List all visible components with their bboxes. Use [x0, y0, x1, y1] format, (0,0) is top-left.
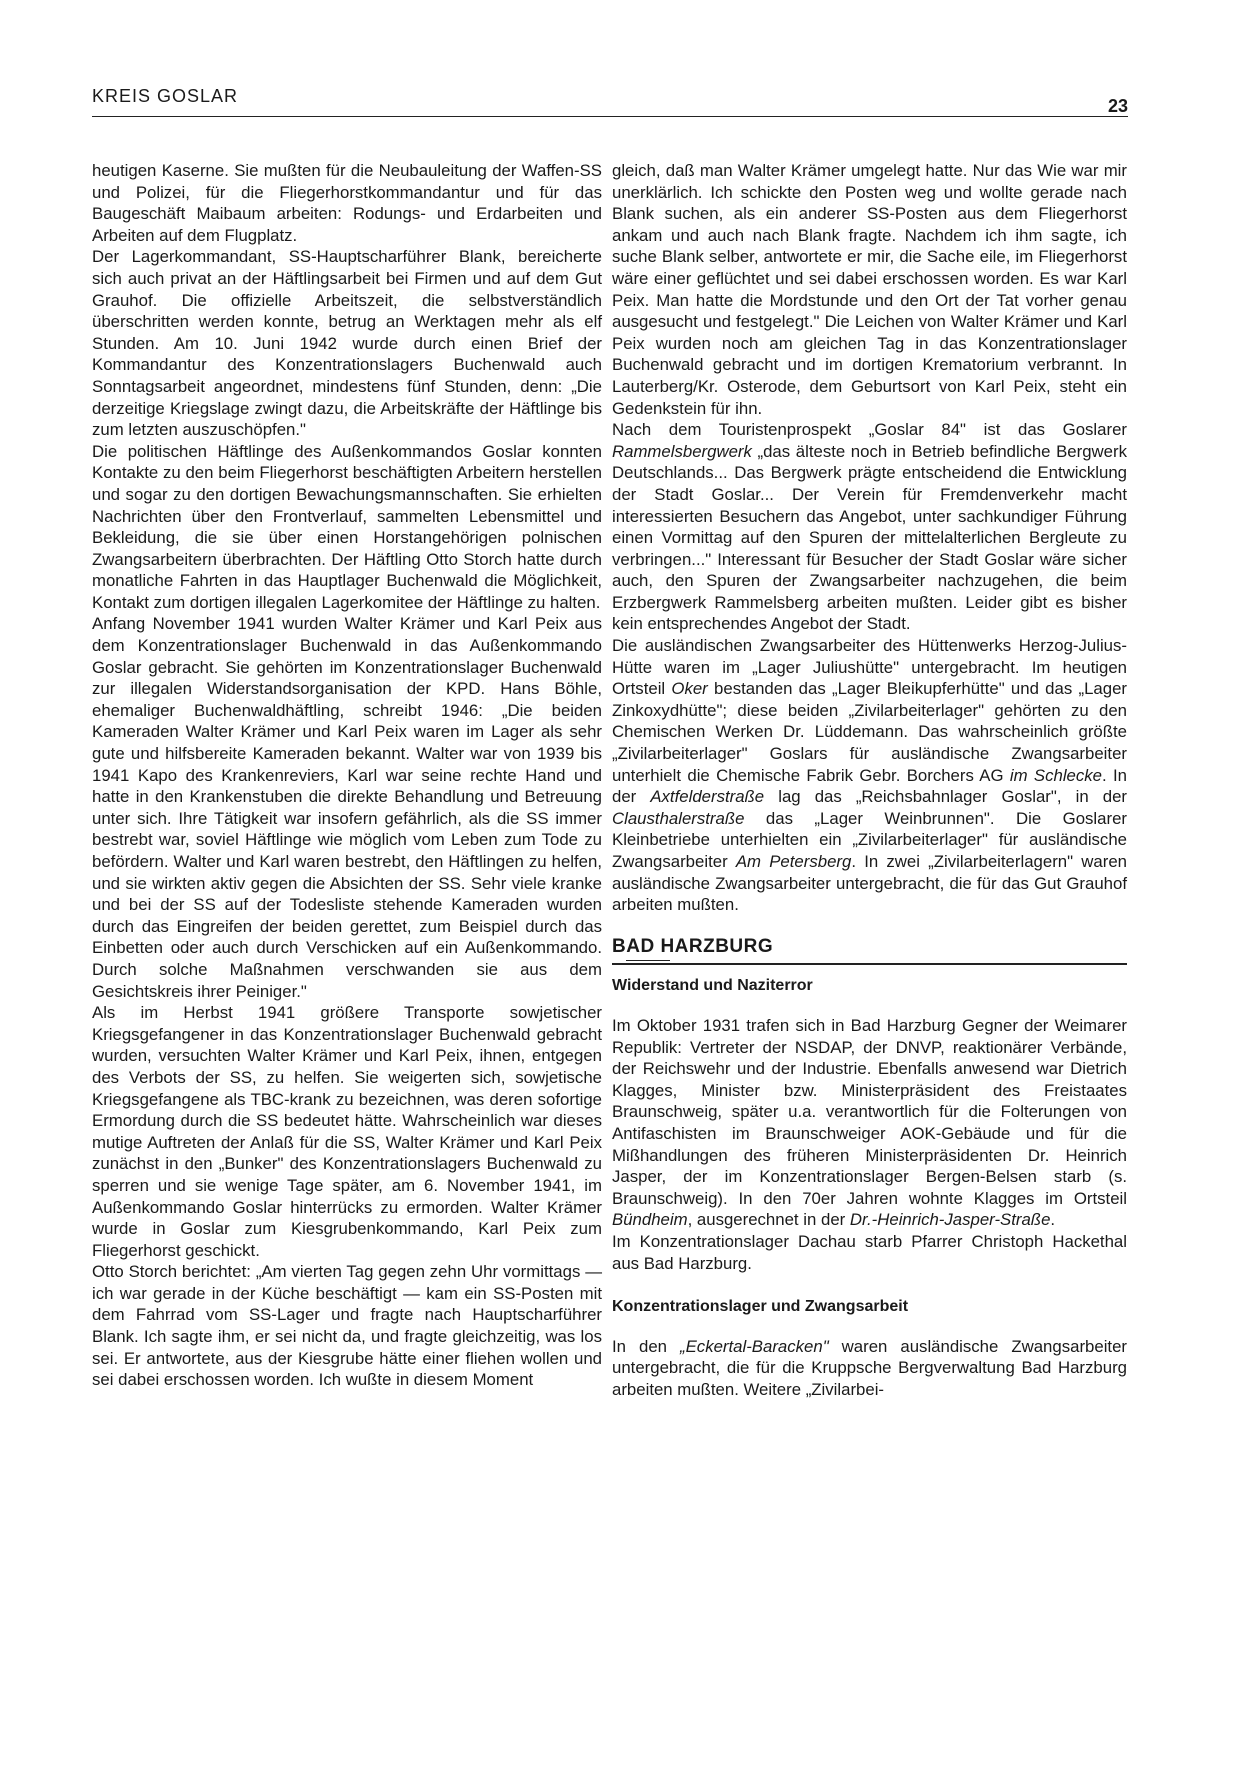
page-number: 23	[1107, 96, 1128, 116]
paragraph: Der Lagerkommandant, SS-Hauptscharführer Blank, bereicherte sich auch privat an der Häftlingsarbeit bei Firmen und auf dem Gut Grauhof. Die offizielle Arbeitszeit, die selbstverständlich überschritten werden konnte, betrug an Werktagen mehr als elf Stunden. Am 10. Juni 1942 wurde durch einen Brief der Kommandantur des Konzentrationslagers Buchenwald auch Sonntagsarbeit angeordnet, mindestens fünf Stunden, denn: „Die derzeitige Kriegslage zwingt dazu, die Arbeitskräfte der Häftlinge bis zum letzten auszuschöpfen."	[92, 247, 602, 440]
paragraph: heutigen Kaserne. Sie mußten für die Neubauleitung der Waffen-SS und Polizei, für die Fliegerhorstkommandantur und für das Baugeschäft Maibaum arbeiten: Rodungs- und Erdarbeiten und Arbeiten auf dem Flugplatz.	[92, 161, 602, 245]
text-run: „das älteste noch in Betrieb befindliche Bergwerk Deutschlands... Das Bergwerk prägte entscheidend die Entwicklung der Stadt Goslar... Der Verein für Fremdenverkehr macht interessierten Besuchern das Angebot, unter sachkundiger Führung einen Vormittag auf den Spuren der mittelalterlichen Bergleute zu verbringen..." Interessant für Besucher der Stadt Goslar wäre sicher auch, den Spuren der Zwangsarbeiter nachzugehen, die beim Erzbergwerk Rammelsberg arbeiten mußten. Leider gibt es bisher kein entsprechendes Angebot der Stadt.	[612, 441, 1127, 634]
place-name: Rammelsbergwerk	[612, 441, 752, 461]
paragraph	[612, 1015, 1127, 1231]
paragraph: Anfang November 1941 wurden Walter Krämer und Karl Peix aus dem Konzentrationslager Buchenwald in das Außenkommando Goslar gebracht. Sie gehörten im Konzentrationslager Buchenwald zur illegalen Widerstandsorganisation der KPD. Hans Böhle, ehemaliger Buchenwaldhäftling, schreibt 1946: „Die beiden Kameraden Walter Krämer und Karl Peix waren im Lager als sehr gute und hilfsbereite Kameraden bekannt. Walter war von 1939 bis 1941 Kapo des Krankenreviers, Karl war seine rechte Hand und hatte in den Krankenstuben die direkte Behandlung und Betreuung unter sich. Ihre Tätigkeit war insofern gefährlich, als die SS immer bestrebt war, soviel Häftlinge wie möglich vom Leben zum Tode zu befördern. Walter und Karl waren bestrebt, den Häftlingen zu helfen, und sie wirkten aktiv gegen die Absichten der SS. Sehr viele kranke und bei der SS auf der Todesliste stehende Kameraden wurden durch das Eingreifen der beiden gerettet, zum Beispiel durch das Einbetten oder auch durch Verschicken auf ein Außenkommando. Durch solche Maßnahmen verschwanden sie aus dem Gesichtskreis ihrer Peiniger."	[92, 614, 602, 1001]
paragraph	[612, 1336, 1127, 1401]
place-name: Axtfelderstraße	[650, 787, 765, 807]
paragraph: gleich, daß man Walter Krämer umgelegt hatte. Nur das Wie war mir unerklärlich. Ich schickte den Posten weg und wollte gerade nach Blank suchen, als ein anderer SS-Posten aus dem Fliegerhorst ankam und auch nach Blank fragte. Nachdem ich ihm sagte, ich suche Blank selber, antwortete er mir, die Sache eile, im Fliegerhorst wäre einer geflüchtet und sei dabei erschossen worden. Es war Karl Peix. Man hatte die Mordstunde und den Ort der Tat vorher genau ausgesucht und festgelegt." Die Leichen von Walter Krämer und Karl Peix wurden noch am gleichen Tag in das Konzentrationslager Buchenwald gebracht und im dortigen Krematorium verbrannt. In Lauterberg/Kr. Osterode, dem Geburtsort von Karl Peix, steht ein Gedenkstein für ihn.	[612, 161, 1127, 418]
subheading: Konzentrationslager und Zwangsarbeit	[612, 1298, 909, 1316]
section-rule	[612, 963, 1127, 967]
text-run: . In zwei „Zivilarbeiterlagern" waren ausländische Zwangsarbeiter untergebracht, die für das Gut Grauhof arbeiten mußten.	[612, 852, 1127, 915]
paragraph: Otto Storch berichtet: „Am vierten Tag gegen zehn Uhr vormittags — ich war gerade in der Küche beschäftigt — kam ein SS-Posten mit dem Fahrrad vom SS-Lager und fragte nach Hauptscharführer Blank. Ich sagte ihm, er sei nicht da, und fragte gleichzeitig, was los sei. Er antwortete, aus der Kiesgrube hätte einer fliehen wollen und sei dabei erschossen worden. Ich wußte in diesem Moment	[92, 1262, 602, 1390]
text-run: . In der	[612, 765, 1127, 807]
left-column	[92, 160, 602, 1391]
spacer	[612, 1274, 1127, 1290]
paragraph	[612, 635, 1127, 916]
place-name: im Schlecke	[1009, 765, 1102, 785]
text-run: waren ausländische Zwangsarbeiter untergebracht, die für die Kruppsche Bergverwaltung Bad Harzburg arbeiten mußten. Weitere „Zivilarbei-	[612, 1336, 1128, 1399]
text-run: Die ausländischen Zwangsarbeiter des Hüttenwerks Herzog-Julius-Hütte waren im „Lager Juliushütte" untergebracht. Im heutigen Ortsteil	[612, 636, 1127, 699]
paragraph	[612, 419, 1127, 635]
text-run: das „Lager Weinbrunnen". Die Goslarer Kleinbetriebe unterhielten ein „Zivilarbeiterlager" für ausländische Zwangsarbeiter	[612, 808, 1127, 871]
subheading: Widerstand und Naziterror	[612, 977, 813, 995]
running-head: KREIS GOSLAR	[92, 86, 239, 106]
right-column	[612, 160, 1127, 1400]
text-run: Nach dem Touristenprospekt „Goslar 84" ist das Goslarer	[612, 420, 1127, 440]
place-name: Am Petersberg	[735, 852, 852, 871]
place-name: Clausthalerstraße	[612, 808, 745, 828]
place-name: „Eckertal-Baracken"	[680, 1336, 829, 1356]
text-run: , ausgerechnet in der	[687, 1210, 850, 1230]
paragraph: Im Konzentrationslager Dachau starb Pfarrer Christoph Hackethal aus Bad Harzburg.	[612, 1231, 1127, 1273]
place-name: Bündheim	[612, 1210, 688, 1230]
place-name: Oker	[671, 679, 708, 699]
text-run: bestanden das „Lager Bleikupferhütte" und das „Lager Zinkoxydhütte"; diese beiden „Zivilarbeiterlager" gehörten zu den Chemischen Werken Dr. Lüddemann. Das wahrscheinlich größte „Zivilarbeiterlager" Goslars für ausländische Zwangsarbeiter unterhielt die Chemische Fabrik Gebr. Borchers AG	[612, 679, 1127, 785]
paragraph: Die politischen Häftlinge des Außenkommandos Goslar konnten Kontakte zu den beim Fliegerhorst beschäftigten Arbeitern herstellen und sogar zu den dortigen Bewachungsmannschaften. Sie erhielten Nachrichten über den Frontverlauf, sammelten Lebensmittel und Bekleidung, die sie über einen Horstangehörigen polnischen Zwangsarbeitern überbrachten. Der Häftling Otto Storch hatte durch monatliche Fahrten in das Hauptlager Buchenwald die Möglichkeit, Kontakt zum dortigen illegalen Lagerkomitee der Häftlinge zu halten.	[92, 441, 602, 612]
text-run: Im Oktober 1931 trafen sich in Bad Harzburg Gegner der Weimarer Republik: Vertreter der NSDAP, der DNVP, reaktionärer Verbände, der Reichswehr und der Industrie. Ebenfalls anwesend war Dietrich Klagges, Minister bzw. Ministerpräsident des Freistaates Braunschweig, später u.a. verantwortlich für die Folterungen von Antifaschisten im Braunschweiger AOK-Gebäude und für die Mißhandlungen des früheren Ministerpräsidenten Dr. Heinrich Jasper, der im Konzentrationslager Bergen-Belsen starb (s. Braunschweig). In den 70er Jahren wohnte Klagges im Ortsteil	[612, 1015, 1127, 1208]
section-heading: BAD HARZBURG	[612, 935, 774, 957]
text-run: lag das „Reichsbahnlager Goslar", in der	[764, 787, 1127, 807]
street-name: Dr.-Heinrich-Jasper-Straße	[849, 1210, 1051, 1230]
text-run: .	[1050, 1210, 1056, 1230]
header-rule	[92, 116, 1128, 117]
paragraph: Als im Herbst 1941 größere Transporte sowjetischer Kriegsgefangener in das Konzentrationslager Buchenwald gebracht wurden, versuchten Walter Krämer und Karl Peix, ihnen, entgegen des Verbots der SS, zu helfen. Sie weigerten sich, sowjetische Kriegsgefangene als TBC-krank zu bezeichnen, was deren sofortige Ermordung durch die SS bedeutet hätte. Wahrscheinlich war dieses mutige Auftreten der Anlaß für die SS, Walter Krämer und Karl Peix zunächst in den „Bunker" des Konzentrationslagers Buchenwald zu sperren und sie wenige Tage später, am 6. November 1941, im Außenkommando Goslar hinterrücks zu ermorden. Walter Krämer wurde in Goslar zum Kiesgrubenkommando, Karl Peix zum Fliegerhorst geschickt.	[92, 1003, 602, 1260]
text-run: In den	[612, 1336, 681, 1356]
